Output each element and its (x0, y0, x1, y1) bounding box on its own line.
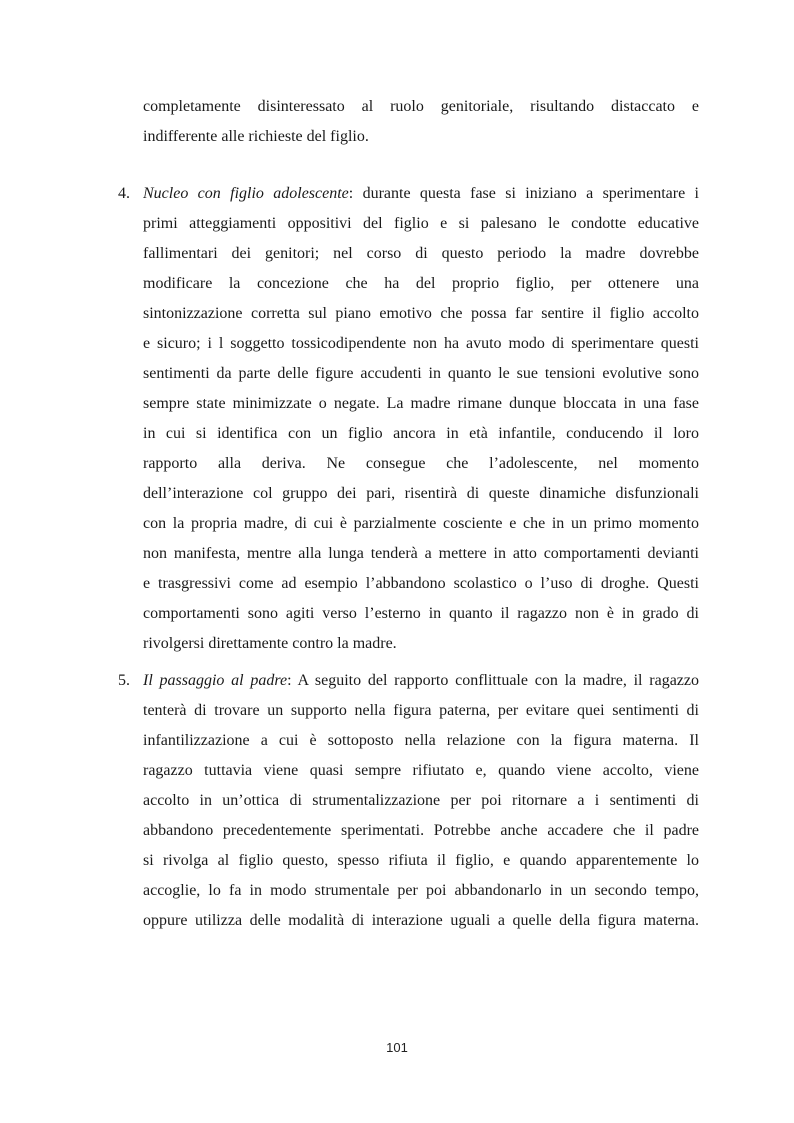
item-title: Nucleo con figlio adolescente (143, 185, 349, 202)
text-line: sentimenti da parte delle figure accudenti in quanto le sue tensioni evolutive sono (143, 365, 699, 382)
item-title: Il passaggio al padre (143, 672, 288, 689)
text-line: fallimentari dei genitori; nel corso di questo periodo la madre dovrebbe (143, 245, 699, 262)
text-line: rivolgersi direttamente contro la madre. (143, 635, 397, 652)
text-line: modificare la concezione che ha del proprio figlio, per ottenere una (143, 275, 699, 292)
text-line: abbandono precedentemente sperimentati. Potrebbe anche accadere che il padre (143, 822, 699, 839)
text-line: e trasgressivi come ad esempio l’abbandono scolastico o l’uso di droghe. Questi (143, 575, 699, 592)
list-number-5: 5. (118, 672, 130, 689)
text-line: accolto in un’ottica di strumentalizzazione per poi ritornare a i sentimenti di (143, 792, 699, 809)
text-line: si rivolga al figlio questo, spesso rifiuta il figlio, e quando apparentemente lo (143, 852, 699, 869)
text-line: in cui si identifica con un figlio ancora in età infantile, conducendo il loro (143, 425, 699, 442)
text-line: oppure utilizza delle modalità di interazione uguali a quelle della figura materna. (143, 912, 699, 929)
item-first-line-rest: : durante questa fase si iniziano a sperimentare i (348, 185, 699, 202)
text-line: dell’interazione col gruppo dei pari, risentirà di queste dinamiche disfunzionali (143, 485, 699, 502)
text-line: primi atteggiamenti oppositivi del figlio e si palesano le condotte educative (143, 215, 699, 232)
list-item-4 (143, 183, 699, 663)
text-line: rapporto alla deriva. Ne consegue che l’adolescente, nel momento (143, 455, 699, 472)
text-line: non manifesta, mentre alla lunga tenderà a mettere in atto comportamenti devianti (143, 545, 699, 562)
text-line: completamente disinteressato al ruolo genitoriale, risultando distaccato e (143, 98, 699, 115)
text-line: accoglie, lo fa in modo strumentale per poi abbandonarlo in un secondo tempo, (143, 882, 699, 899)
item-first-line (143, 183, 699, 213)
continuation-paragraph (143, 96, 699, 156)
text-line: e sicuro; i l soggetto tossicodipendente non ha avuto modo di sperimentare questi (143, 335, 699, 352)
item-first-line (143, 670, 699, 700)
text-line: con la propria madre, di cui è parzialmente cosciente e che in un primo momento (143, 515, 699, 532)
text-line: infantilizzazione a cui è sottoposto nella relazione con la figura materna. Il (143, 732, 699, 749)
page-number: 101 (386, 1040, 408, 1055)
text-line: tenterà di trovare un supporto nella figura paterna, per evitare quei sentimenti di (143, 702, 699, 719)
text-line: ragazzo tuttavia viene quasi sempre rifiutato e, quando viene accolto, viene (143, 762, 699, 779)
list-number-4: 4. (118, 185, 130, 202)
text-line: sintonizzazione corretta sul piano emotivo che possa far sentire il figlio accolto (143, 305, 699, 322)
text-line: sempre state minimizzate o negate. La madre rimane dunque bloccata in una fase (143, 395, 699, 412)
list-item-5 (143, 670, 699, 940)
text-line: indifferente alle richieste del figlio. (143, 128, 369, 145)
item-first-line-rest: : A seguito del rapporto conflittuale con la madre, il ragazzo (287, 672, 699, 689)
text-line: comportamenti sono agiti verso l’esterno in quanto il ragazzo non è in grado di (143, 605, 699, 622)
